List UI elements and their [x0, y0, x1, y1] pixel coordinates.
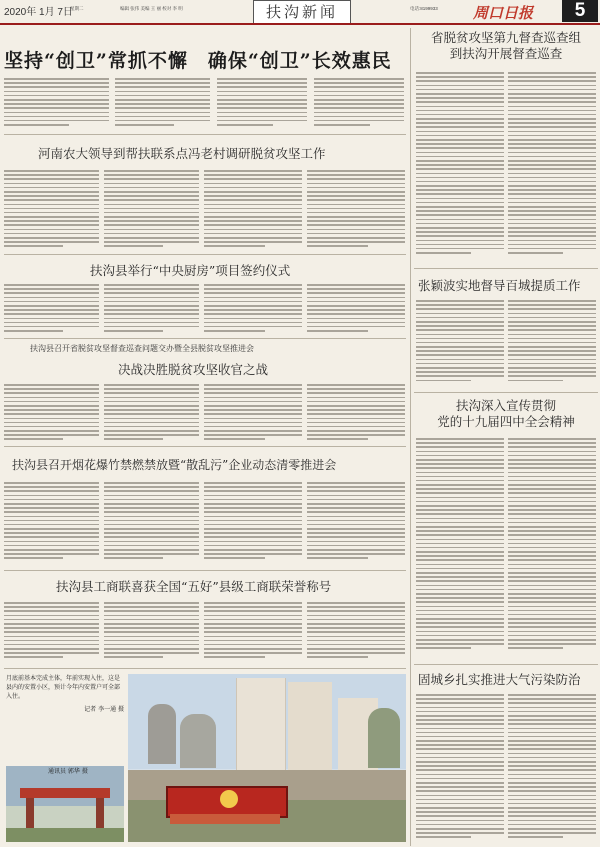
article-text: [4, 170, 99, 250]
article-text: [104, 602, 199, 664]
article-text: [508, 694, 596, 844]
article-text: [204, 602, 302, 664]
column-divider: [410, 28, 411, 846]
headline-poverty: 决战决胜脱贫攻坚收官之战: [118, 362, 269, 377]
hotline: 电话:8199933: [410, 6, 438, 11]
issue-date: 2020年 1月 7日: [4, 7, 73, 18]
article-text: [217, 78, 307, 130]
article-text: [204, 482, 302, 566]
headline-plenum: 扶沟深入宣传贯彻 党的十九届四中全会精神: [437, 398, 575, 429]
divider: [414, 664, 598, 665]
article-text: [4, 78, 109, 130]
section-title: 扶沟新闻: [265, 3, 338, 21]
page-number: 5: [562, 0, 598, 22]
article-text: [416, 300, 504, 388]
headline-five-good: 扶沟县工商联喜获全国“五好”县级工商联荣誉称号: [56, 579, 332, 594]
headline-air-pollution: 固城乡扎实推进大气污染防治: [418, 672, 581, 687]
divider: [4, 254, 406, 255]
divider: [4, 446, 406, 447]
article-text: [115, 78, 210, 130]
article-text: [204, 284, 302, 334]
photo-caption: 月底前基本完成主体，年前实现入住，这是县内的安置小区，预计今年内安置户可全部入住。: [6, 675, 121, 700]
article-text: [307, 384, 405, 442]
section-title-box: [253, 0, 351, 24]
article-text: [204, 384, 302, 442]
article-text: [4, 284, 99, 334]
article-text: [307, 170, 405, 250]
issue-weekday: 星期二: [70, 6, 84, 11]
headline-fireworks: 扶沟县召开烟花爆竹禁燃禁放暨“散乱污”企业动态清零推进会: [12, 458, 337, 472]
article-text: [307, 602, 405, 664]
headline-baicheng: 张颖波实地督导百城提质工作: [418, 278, 581, 293]
article-text: [307, 284, 405, 334]
headline-kitchen: 扶沟县举行“中央厨房”项目签约仪式: [90, 263, 291, 278]
masthead-logo: 周口日报: [473, 4, 534, 22]
article-text: [314, 78, 404, 130]
headline-chuangwei: 坚持“创卫”常抓不懈 确保“创卫”长效惠民: [4, 50, 392, 72]
photo-credit: 记者 李一通 摄: [84, 706, 124, 713]
article-text: [104, 384, 199, 442]
divider: [4, 338, 406, 339]
article-text: [416, 72, 504, 262]
article-text: [4, 482, 99, 566]
article-text: [104, 482, 199, 566]
divider: [414, 268, 598, 269]
editor-info: 编辑 张伟 美编 王 丽 校对 李 明: [120, 6, 183, 11]
article-text: [416, 438, 504, 658]
article-text: [508, 300, 596, 388]
kicker-poverty: 扶沟县召开省脱贫攻坚督查巡查问题交办暨全县脱贫攻坚推进会: [30, 344, 254, 353]
article-text: [4, 602, 99, 664]
article-text: [416, 694, 504, 844]
article-text: [104, 284, 199, 334]
small-photo-gate: [6, 766, 124, 842]
article-text: [508, 438, 596, 658]
photo-caption-box: [6, 674, 124, 764]
headline-inspection: 省脱贫攻坚第九督查巡查组 到扶沟开展督查巡查: [430, 30, 581, 61]
divider: [4, 668, 406, 669]
article-text: [508, 72, 596, 262]
divider: [4, 134, 406, 135]
divider: [4, 570, 406, 571]
article-text: [4, 384, 99, 442]
headline-nongda: 河南农大领导到帮扶联系点冯老村调研脱贫攻坚工作: [38, 146, 326, 161]
article-text: [104, 170, 199, 250]
photo-credit-alt: 通讯员 郭华 摄: [48, 768, 88, 775]
main-photo-resettlement: [128, 674, 406, 842]
article-text: [307, 482, 405, 566]
article-text: [204, 170, 302, 250]
divider: [414, 392, 598, 393]
header-rule: [0, 23, 600, 25]
